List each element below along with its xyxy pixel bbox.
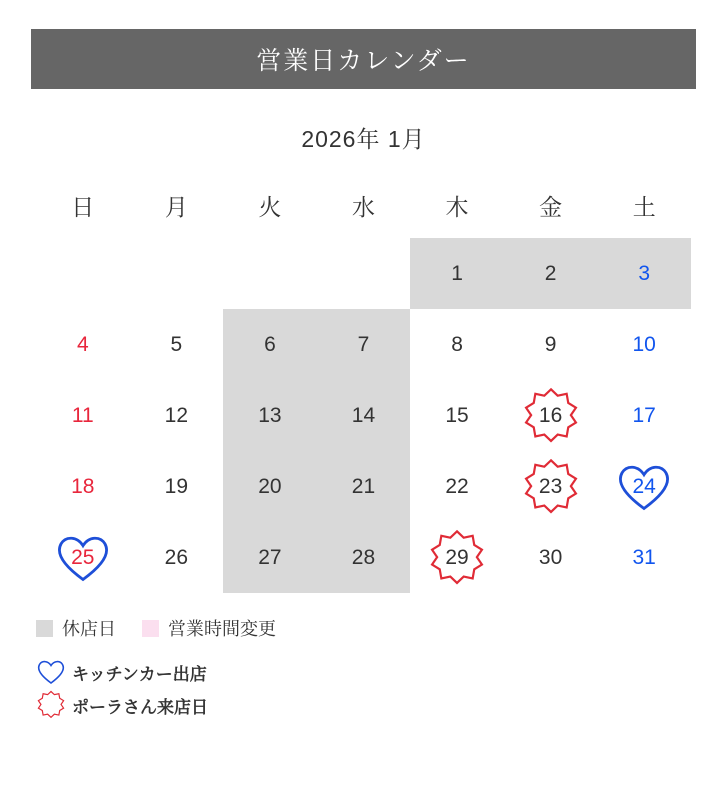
day-number: 22 — [445, 474, 469, 498]
day-number: 23 — [538, 474, 563, 498]
day-number: 2 — [544, 261, 557, 285]
calendar-day-cell[interactable] — [410, 309, 504, 380]
day-number: 12 — [164, 403, 189, 427]
day-number: 29 — [445, 545, 469, 569]
weekday-header-fri: 金 — [539, 193, 563, 220]
star-burst-icon — [36, 690, 72, 720]
day-number: 3 — [638, 261, 651, 285]
calendar-day-cell[interactable] — [597, 522, 691, 593]
calendar-day-cell[interactable] — [597, 309, 691, 380]
closed-swatch-icon — [36, 620, 53, 637]
calendar-day-cell[interactable] — [317, 451, 411, 522]
day-number: 5 — [170, 332, 183, 356]
legend-swatches — [36, 615, 727, 641]
calendar-week-row — [36, 522, 691, 593]
weekday-header-mon: 月 — [164, 193, 188, 220]
calendar-day-cell[interactable] — [597, 238, 691, 309]
calendar-day-cell[interactable] — [504, 451, 598, 522]
weekday-header-sun: 日 — [71, 193, 95, 220]
legend-label-heart: キッチンカー出店 — [72, 664, 207, 684]
day-number: 24 — [632, 474, 656, 498]
day-number: 21 — [351, 474, 376, 498]
calendar-day-cell[interactable] — [317, 380, 411, 451]
heart-icon — [36, 659, 72, 685]
calendar-day-cell[interactable] — [223, 522, 317, 593]
page-title — [31, 29, 696, 89]
calendar-day-cell[interactable] — [36, 451, 130, 522]
calendar-week-row — [36, 451, 691, 522]
day-number: 1 — [451, 261, 463, 285]
day-number: 4 — [76, 332, 89, 356]
calendar-day-cell[interactable] — [223, 380, 317, 451]
calendar-day-cell[interactable] — [36, 309, 130, 380]
day-number: 17 — [632, 403, 656, 427]
day-number: 11 — [71, 403, 94, 427]
calendar-day-cell[interactable] — [317, 522, 411, 593]
calendar-week-row — [36, 380, 691, 451]
calendar-day-cell[interactable] — [317, 309, 411, 380]
weekday-header-row — [36, 172, 691, 238]
day-number: 13 — [258, 403, 282, 427]
calendar-week-row — [36, 309, 691, 380]
day-number: 15 — [445, 403, 469, 427]
calendar-day-cell[interactable] — [130, 380, 224, 451]
legend-marks — [36, 657, 727, 720]
calendar-day-cell[interactable] — [504, 380, 598, 451]
day-number: 28 — [351, 545, 376, 569]
calendar-cell-empty — [36, 238, 130, 309]
legend-label-star: ポーラさん来店日 — [72, 697, 208, 717]
day-number: 16 — [538, 403, 563, 427]
day-number: 26 — [164, 545, 189, 569]
calendar-day-cell[interactable] — [504, 522, 598, 593]
calendar-day-cell[interactable] — [410, 522, 504, 593]
legend-item-closed — [36, 615, 116, 641]
day-number: 14 — [351, 403, 376, 427]
day-number: 30 — [538, 545, 563, 569]
calendar-page — [0, 29, 727, 792]
calendar-day-cell[interactable] — [597, 451, 691, 522]
calendar-day-cell[interactable] — [410, 451, 504, 522]
calendar-day-cell[interactable] — [504, 309, 598, 380]
day-number: 25 — [71, 545, 95, 569]
day-number: 18 — [71, 474, 95, 498]
calendar-day-cell[interactable] — [410, 238, 504, 309]
calendar-day-cell[interactable] — [130, 522, 224, 593]
calendar-body — [36, 238, 691, 593]
calendar-cell-empty — [130, 238, 224, 309]
calendar-week-row — [36, 238, 691, 309]
day-number: 6 — [264, 332, 276, 356]
legend-item-heart — [36, 657, 727, 687]
day-number: 10 — [632, 332, 656, 356]
legend-item-hours — [142, 615, 276, 641]
calendar-day-cell[interactable] — [130, 451, 224, 522]
day-number: 27 — [258, 545, 282, 569]
calendar-day-cell[interactable] — [504, 238, 598, 309]
legend-label-hours: 営業時間変更 — [168, 619, 276, 639]
day-number: 31 — [632, 545, 656, 569]
calendar-table — [36, 172, 691, 593]
calendar-day-cell[interactable] — [130, 309, 224, 380]
calendar-day-cell[interactable] — [597, 380, 691, 451]
hours-swatch-icon — [142, 620, 159, 637]
calendar-cell-empty — [317, 238, 411, 309]
month-label-text: 2026年 1月 — [301, 126, 426, 152]
day-number: 7 — [357, 332, 370, 356]
weekday-header-tue: 火 — [258, 193, 282, 220]
legend-item-star — [36, 690, 727, 720]
day-number: 19 — [164, 474, 189, 498]
day-number: 20 — [258, 474, 282, 498]
day-number: 9 — [544, 332, 557, 356]
calendar-day-cell[interactable] — [223, 451, 317, 522]
weekday-header-wed: 水 — [351, 193, 375, 220]
legend-label-closed: 休店日 — [62, 619, 116, 639]
month-label — [0, 121, 727, 154]
day-number: 8 — [451, 332, 463, 356]
calendar-day-cell[interactable] — [36, 380, 130, 451]
calendar-day-cell[interactable] — [36, 522, 130, 593]
page-title-text: 営業日カレンダー — [256, 47, 471, 75]
calendar-day-cell[interactable] — [410, 380, 504, 451]
calendar-day-cell[interactable] — [223, 309, 317, 380]
calendar-cell-empty — [223, 238, 317, 309]
weekday-header-thu: 木 — [445, 193, 469, 220]
weekday-header-sat: 土 — [632, 193, 656, 220]
